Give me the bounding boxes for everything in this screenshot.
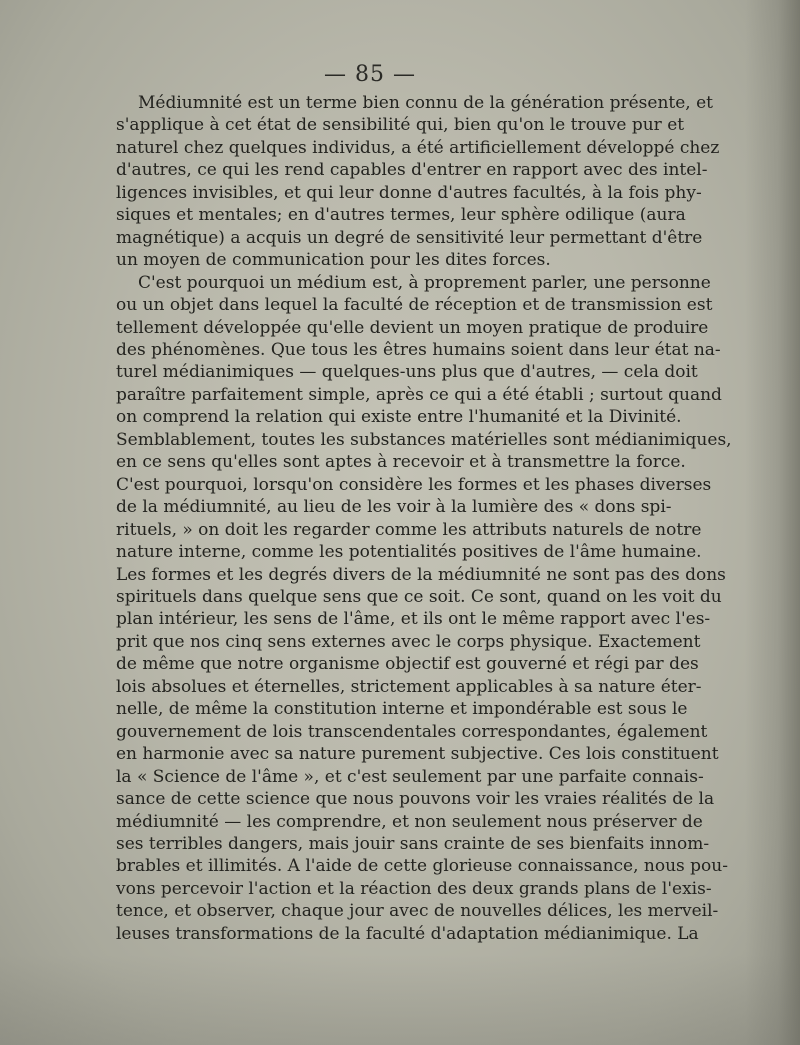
text-line: de même que notre organisme objectif est gouverné et régi par des: [116, 654, 699, 675]
text-line: la « Science de l'âme », et c'est seulement par une parfaite connais-: [116, 766, 704, 787]
text-line: nature interne, comme les potentialités positives de l'âme humaine.: [116, 542, 702, 563]
text-line: ou un objet dans lequel la faculté de réception et de transmission est: [116, 295, 713, 316]
text-line: gouvernement de lois transcendentales correspondantes, également: [116, 721, 708, 742]
text-line: en ce sens qu'elles sont aptes à recevoir et à transmettre la force.: [116, 452, 686, 473]
body-text: [116, 92, 732, 945]
page-edge-shadow: [745, 0, 800, 1045]
text-line: ligences invisibles, et qui leur donne d'autres facultés, à la fois phy-: [116, 182, 702, 203]
text-line: leuses transformations de la faculté d'adaptation médianimique. La: [116, 923, 699, 944]
text-line: paraître parfaitement simple, après ce qui a été établi ; surtout quand: [116, 384, 722, 405]
text-line: un moyen de communication pour les dites forces.: [116, 250, 551, 271]
text-line: naturel chez quelques individus, a été artificiellement développé chez: [116, 137, 720, 158]
text-line: tence, et observer, chaque jour avec de nouvelles délices, les merveil-: [116, 901, 719, 922]
page-bottom-shadow: [0, 955, 800, 1045]
text-line: siques et mentales; en d'autres termes, leur sphère odilique (aura: [116, 205, 686, 226]
text-line: prit que nos cinq sens externes avec le corps physique. Exactement: [116, 631, 701, 652]
page-number: — 85 —: [324, 62, 416, 87]
text-line: ses terribles dangers, mais jouir sans crainte de ses bienfaits innom-: [116, 833, 710, 854]
text-line: Médiumnité est un terme bien connu de la génération présente, et: [138, 93, 713, 113]
text-line: d'autres, ce qui les rend capables d'entrer en rapport avec des intel-: [116, 160, 708, 181]
text-line: magnétique) a acquis un degré de sensitivité leur permettant d'être: [116, 227, 703, 248]
text-line: spirituels dans quelque sens que ce soit. Ce sont, quand on les voit du: [116, 586, 722, 607]
text-line: rituels, » on doit les regarder comme les attributs naturels de notre: [116, 519, 702, 540]
text-line: médiumnité — les comprendre, et non seulement nous préserver de: [116, 811, 703, 832]
text-line: on comprend la relation qui existe entre l'humanité et la Divinité.: [116, 407, 682, 428]
text-line: plan intérieur, les sens de l'âme, et ils ont le même rapport avec l'es-: [116, 609, 711, 630]
text-line: s'applique à cet état de sensibilité qui, bien qu'on le trouve pur et: [116, 115, 685, 136]
text-line: Les formes et les degrés divers de la médiumnité ne sont pas des dons: [116, 564, 726, 585]
text-line: brables et illimités. A l'aide de cette glorieuse connaissance, nous pou-: [116, 856, 728, 877]
text-line: vons percevoir l'action et la réaction des deux grands plans de l'exis-: [116, 878, 712, 899]
text-line: turel médianimiques — quelques-uns plus que d'autres, — cela doit: [116, 362, 698, 383]
text-line: Semblablement, toutes les substances matérielles sont médianimiques,: [116, 429, 732, 450]
text-line: sance de cette science que nous pouvons voir les vraies réalités de la: [116, 789, 715, 810]
text-line: C'est pourquoi un médium est, à proprement parler, une personne: [138, 272, 711, 293]
text-line: lois absolues et éternelles, strictement applicables à sa nature éter-: [116, 676, 702, 697]
text-line: des phénomènes. Que tous les êtres humains soient dans leur état na-: [116, 339, 721, 360]
text-line: de la médiumnité, au lieu de les voir à la lumière des « dons spi-: [116, 497, 672, 518]
text-line: nelle, de même la constitution interne et impondérable est sous le: [116, 699, 688, 720]
text-line: tellement développée qu'elle devient un moyen pratique de produire: [116, 317, 709, 338]
text-line: C'est pourquoi, lorsqu'on considère les formes et les phases diverses: [116, 474, 712, 495]
text-line: en harmonie avec sa nature purement subjective. Ces lois constituent: [116, 744, 719, 765]
